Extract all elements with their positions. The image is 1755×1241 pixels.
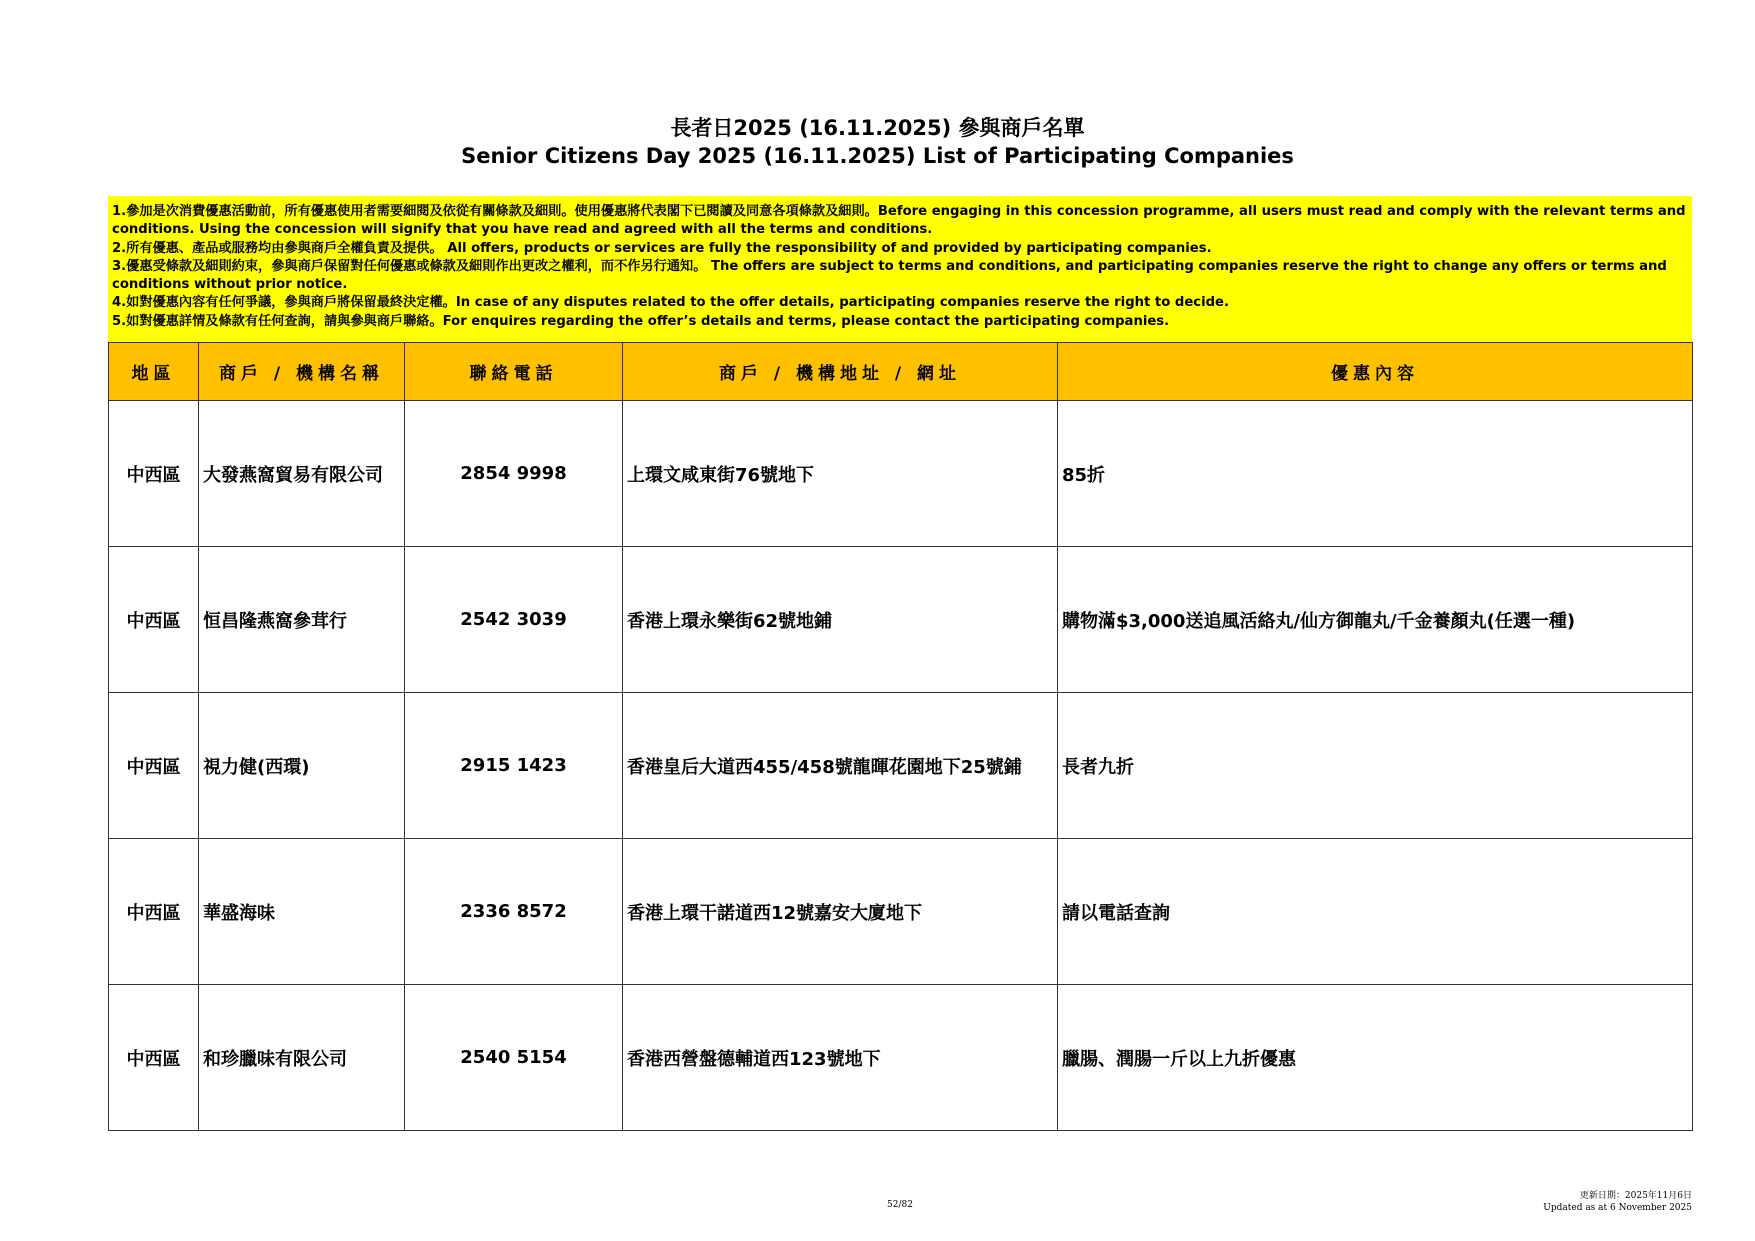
- cell-offer: 購物滿$3,000送追風活絡丸/仙方御龍丸/千金養顏丸(任選一種): [1058, 547, 1693, 693]
- cell-phone: 2915 1423: [405, 693, 623, 839]
- cell-company-name: 和珍臘味有限公司: [199, 985, 405, 1131]
- header-phone: 聯絡電話: [405, 343, 623, 401]
- cell-address: 香港西營盤德輔道西123號地下: [623, 985, 1058, 1131]
- table-row: [109, 985, 1693, 1131]
- header-offer: 優惠內容: [1058, 343, 1693, 401]
- table-row: [109, 401, 1693, 547]
- header-address: 商戶 / 機構地址 / 網址: [623, 343, 1058, 401]
- cell-phone: 2336 8572: [405, 839, 623, 985]
- note-2: 2.所有優惠、產品或服務均由參與商戶全權負責及提供。 All offers, products or services are fully the responsibility of and provided by participating companies.: [112, 240, 1212, 256]
- table-row: [109, 547, 1693, 693]
- update-date: [1543, 1190, 1692, 1214]
- note-3: 3.優惠受條款及細則約束，參與商戶保留對任何優惠或條款及細則作出更改之權利，而不作另行通知。 The offers are subject to terms and conditions, and participating companies reserve the right to change any offers or terms and conditions without prior notice.: [112, 258, 1667, 293]
- cell-address: 香港皇后大道西455/458號龍暉花園地下25號鋪: [623, 693, 1058, 839]
- cell-district: 中西區: [109, 401, 199, 547]
- cell-district: 中西區: [109, 693, 199, 839]
- title-english: Senior Citizens Day 2025 (16.11.2025) List of Participating Companies: [461, 144, 1294, 168]
- cell-district: 中西區: [109, 547, 199, 693]
- title-chinese: 長者日2025 (16.11.2025) 參與商戶名單: [670, 116, 1085, 140]
- cell-phone: 2854 9998: [405, 401, 623, 547]
- cell-offer: 臘腸、潤腸一斤以上九折優惠: [1058, 985, 1693, 1131]
- update-date-zh: 更新日期：2025年11月6日: [1579, 1191, 1692, 1201]
- page-number: 52/82: [887, 1200, 913, 1210]
- note-5: 5.如對優惠詳情及條款有任何查詢，請與參與商戶聯絡。For enquires regarding the offer’s details and terms, please contact the participating companies.: [112, 313, 1170, 329]
- cell-address: 上環文咸東街76號地下: [623, 401, 1058, 547]
- cell-offer: 請以電話查詢: [1058, 839, 1693, 985]
- table-header-row: [109, 343, 1693, 401]
- cell-address: 香港上環干諾道西12號嘉安大廈地下: [623, 839, 1058, 985]
- cell-offer: 長者九折: [1058, 693, 1693, 839]
- note-4: 4.如對優惠內容有任何爭議，參與商戶將保留最終決定權。In case of any disputes related to the offer details, participating companies reserve the right to decide.: [112, 295, 1229, 311]
- cell-phone: 2542 3039: [405, 547, 623, 693]
- cell-district: 中西區: [109, 985, 199, 1131]
- note-1: 1.參加是次消費優惠活動前，所有優惠使用者需要細閱及依從有關條款及細則。使用優惠將代表閣下已閱讀及同意各項條款及細則。Before engaging in this concession programme, all users must read and comply with the relevant terms and conditions. Using the concession will signify that you have read and agreed with all the terms and conditions.: [112, 204, 1686, 238]
- cell-offer: 85折: [1058, 401, 1693, 547]
- page-title: [0, 114, 1755, 170]
- cell-company-name: 大發燕窩貿易有限公司: [199, 401, 405, 547]
- table-row: [109, 839, 1693, 985]
- cell-address: 香港上環永樂街62號地鋪: [623, 547, 1058, 693]
- table-row: [109, 693, 1693, 839]
- cell-company-name: 視力健(西環): [199, 693, 405, 839]
- cell-company-name: 華盛海味: [199, 839, 405, 985]
- cell-district: 中西區: [109, 839, 199, 985]
- cell-phone: 2540 5154: [405, 985, 623, 1131]
- header-company-name: 商戶 / 機構名稱: [199, 343, 405, 401]
- companies-table: [108, 342, 1693, 1131]
- update-date-en: Updated as at 6 November 2025: [1543, 1203, 1692, 1213]
- cell-company-name: 恒昌隆燕窩參茸行: [199, 547, 405, 693]
- terms-notes-box: [108, 196, 1692, 342]
- header-district: 地區: [109, 343, 199, 401]
